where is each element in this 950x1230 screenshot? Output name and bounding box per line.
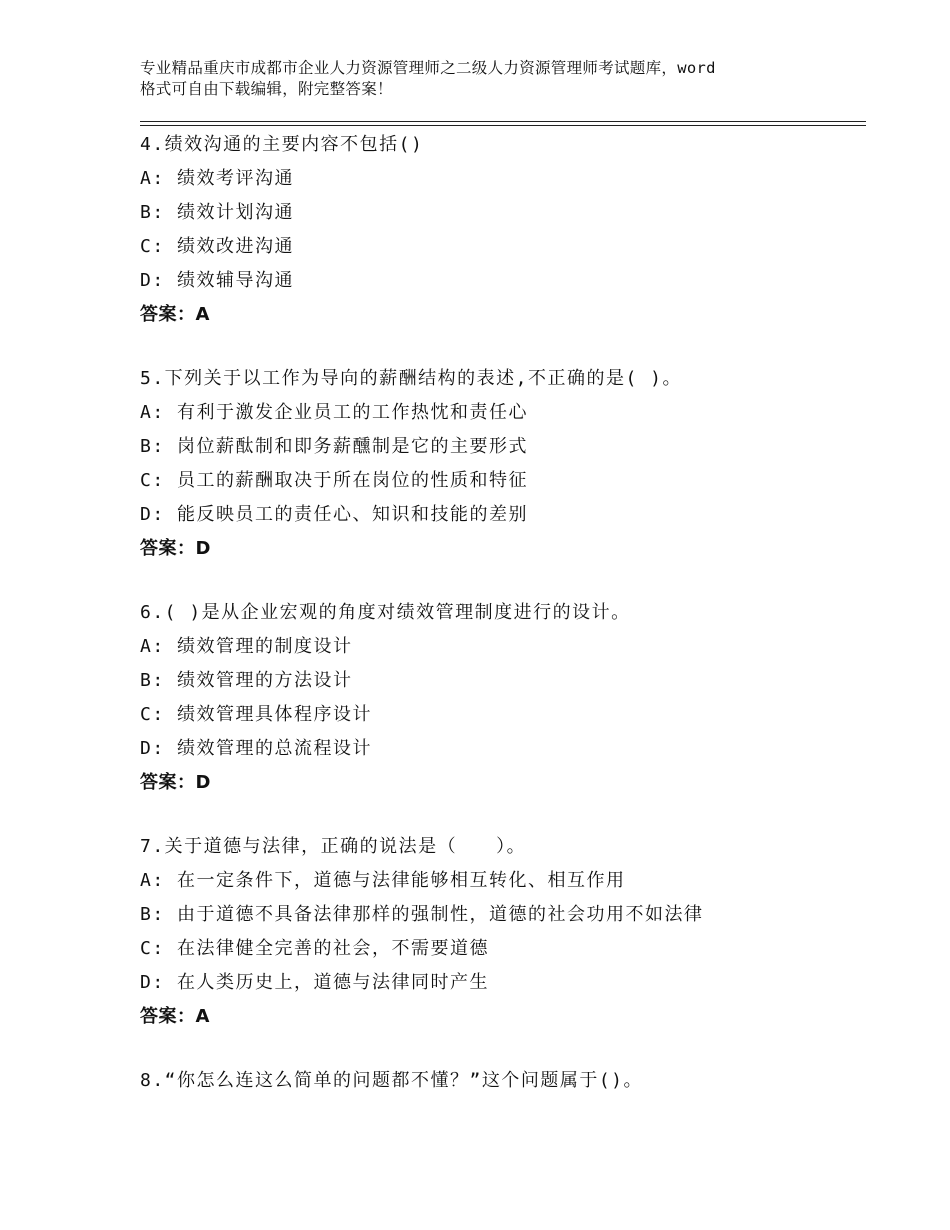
option-a: A: 有利于激发企业员工的工作热忱和责任心 <box>140 402 529 423</box>
question-stem: 5.下列关于以工作为导向的薪酬结构的表述,不正确的是( )。 <box>140 368 683 389</box>
answer-label: 答案：A <box>140 1006 210 1027</box>
answer-label: 答案：D <box>140 772 211 793</box>
header-divider-top <box>140 121 866 122</box>
option-b: B: 由于道德不具备法律那样的强制性，道德的社会功用不如法律 <box>140 904 704 925</box>
question-5 <box>140 362 866 566</box>
header-divider-bottom <box>140 125 866 126</box>
question-4 <box>140 128 866 332</box>
option-c: C: 绩效改进沟通 <box>140 236 295 257</box>
option-b: B: 岗位薪酞制和即务薪醺制是它的主要形式 <box>140 436 529 457</box>
question-6 <box>140 596 866 800</box>
option-d: D: 在人类历史上，道德与法律同时产生 <box>140 972 490 993</box>
header-line-1: 专业精品重庆市成都市企业人力资源管理师之二级人力资源管理师考试题库，word <box>140 59 716 77</box>
question-7 <box>140 830 866 1034</box>
answer-label: 答案：A <box>140 304 210 325</box>
option-d: D: 绩效辅导沟通 <box>140 270 295 291</box>
question-list <box>140 128 866 1128</box>
option-c: C: 在法律健全完善的社会，不需要道德 <box>140 938 490 959</box>
question-8 <box>140 1064 866 1098</box>
option-d: D: 能反映员工的责任心、知识和技能的差别 <box>140 504 529 525</box>
option-b: B: 绩效管理的方法设计 <box>140 670 353 691</box>
option-a: A: 绩效考评沟通 <box>140 168 295 189</box>
question-stem: 7.关于道德与法律，正确的说法是（ ）。 <box>140 836 527 857</box>
option-d: D: 绩效管理的总流程设计 <box>140 738 373 759</box>
question-stem: 4.绩效沟通的主要内容不包括() <box>140 134 424 155</box>
option-a: A: 绩效管理的制度设计 <box>140 636 353 657</box>
document-header <box>140 58 840 100</box>
option-c: C: 员工的薪酬取决于所在岗位的性质和特征 <box>140 470 529 491</box>
option-a: A: 在一定条件下，道德与法律能够相互转化、相互作用 <box>140 870 626 891</box>
option-b: B: 绩效计划沟通 <box>140 202 295 223</box>
header-line-2: 格式可自由下载编辑，附完整答案！ <box>140 80 393 98</box>
option-c: C: 绩效管理具体程序设计 <box>140 704 373 725</box>
answer-label: 答案：D <box>140 538 211 559</box>
question-stem: 8.“你怎么连这么简单的问题都不懂？”这个问题属于()。 <box>140 1070 644 1091</box>
question-stem: 6.( )是从企业宏观的角度对绩效管理制度进行的设计。 <box>140 602 631 623</box>
